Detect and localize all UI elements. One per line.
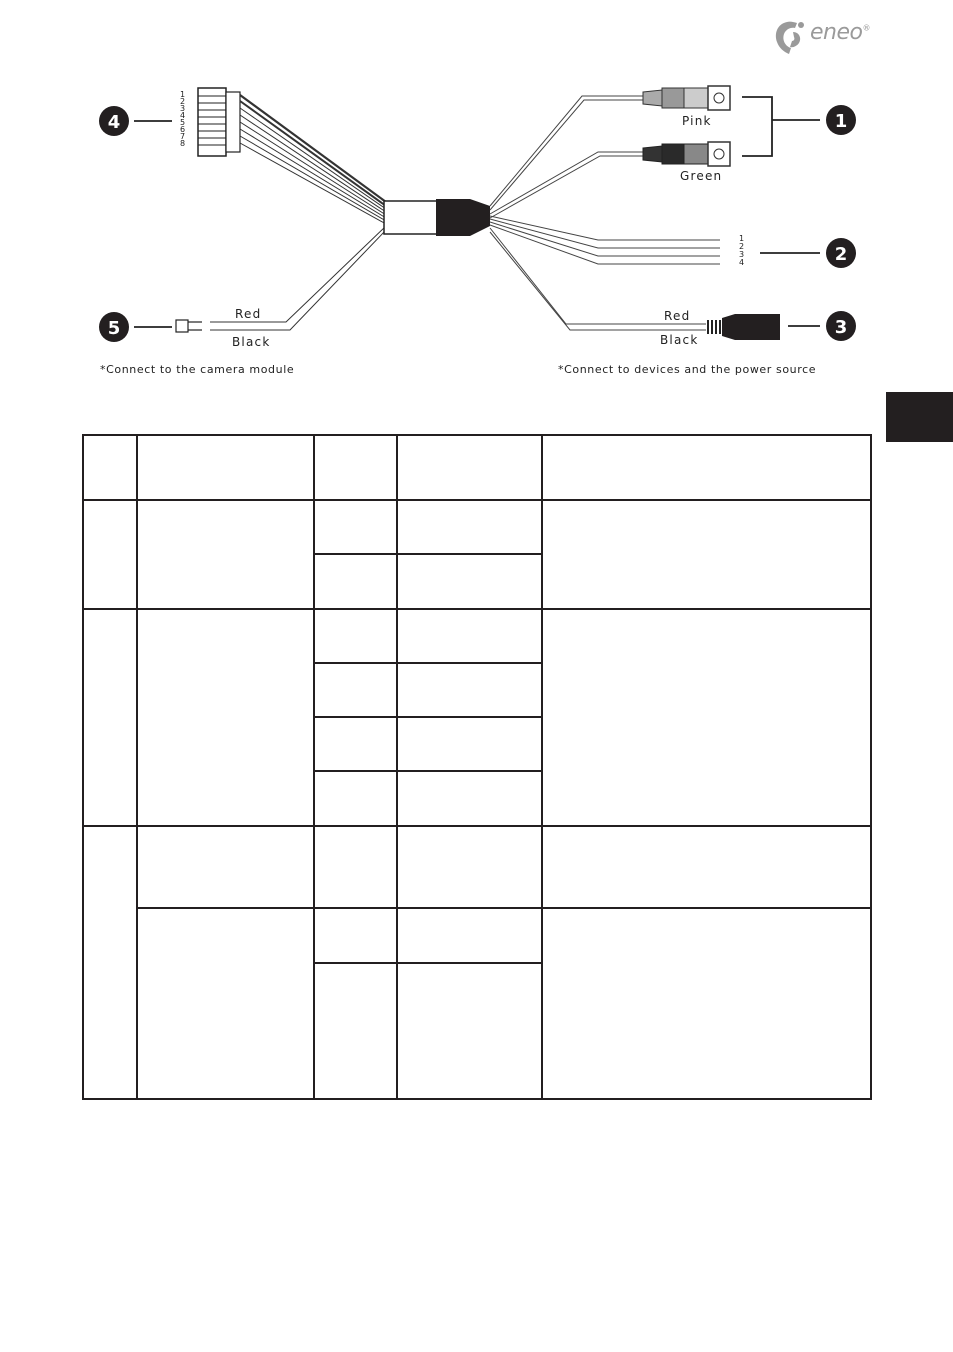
wire-2-pin-labels: [739, 234, 744, 267]
table-header-row: [83, 435, 871, 500]
callout-number: 4: [107, 112, 121, 133]
callout-number: 5: [107, 318, 121, 339]
callout-4: [99, 106, 129, 136]
callout-number: 3: [834, 317, 848, 338]
bnc-bracket: [742, 97, 772, 156]
pin-label: 2: [739, 242, 745, 251]
table-cell: [314, 500, 397, 554]
bnc-connector-green: [643, 142, 730, 166]
table-cell: [137, 826, 314, 908]
table-cell: [83, 609, 137, 827]
pin-label: 7: [180, 132, 186, 141]
pin-label: 3: [180, 104, 186, 113]
table-cell: [397, 717, 542, 771]
table-cell: [542, 826, 871, 908]
table-cell: [397, 500, 542, 554]
callout-3: [826, 311, 856, 341]
section-tab: [886, 392, 953, 442]
table-cell: [542, 908, 871, 1099]
table-cell: [83, 826, 137, 1099]
dc-jack: [708, 314, 780, 340]
pin-label: 8: [180, 139, 186, 148]
callout-number: 2: [834, 244, 848, 265]
pin-label: 1: [180, 90, 186, 99]
brand-logo-text: eneo: [810, 20, 863, 45]
table-cell: [397, 771, 542, 826]
table-cell: [314, 771, 397, 826]
dc-jack-black-label: Black: [660, 333, 699, 347]
wire-bundle-left: [240, 95, 386, 224]
table-row: [83, 500, 871, 554]
note-devices-power: *Connect to devices and the power source: [558, 363, 817, 376]
connector-5-black-label: Black: [232, 335, 271, 349]
table-cell: [542, 609, 871, 827]
table-row: [83, 826, 871, 908]
connector-4-housing: [198, 88, 240, 156]
callout-1: [826, 105, 856, 135]
connector-5: [176, 320, 202, 332]
table-row: [83, 908, 871, 962]
wire-bundle-right: [490, 216, 720, 264]
connector-4-pin-labels: [180, 90, 185, 148]
table-cell: [314, 908, 397, 962]
table-cell: [397, 826, 542, 908]
dc-jack-red-label: Red: [664, 309, 691, 323]
brand-trademark: ®: [862, 23, 870, 33]
cable-diagram: [0, 0, 953, 390]
table-cell: [314, 663, 397, 717]
table-header-cell: [137, 435, 314, 500]
bnc-pink-label: Pink: [682, 114, 712, 128]
callout-2: [826, 238, 856, 268]
table-cell: [83, 500, 137, 608]
pin-label: 5: [180, 118, 186, 127]
callout-5: [99, 312, 129, 342]
callout-number: 1: [834, 111, 848, 132]
table-cell: [397, 663, 542, 717]
table-cell: [314, 826, 397, 908]
table-cell: [137, 609, 314, 827]
table-header-cell: [542, 435, 871, 500]
table-header-cell: [314, 435, 397, 500]
pin-label: 3: [739, 250, 745, 259]
table-cell: [397, 908, 542, 962]
table-cell: [314, 717, 397, 771]
pin-label: 2: [180, 97, 186, 106]
pin-label: 1: [739, 234, 745, 243]
table-cell: [542, 500, 871, 608]
table-cell: [397, 554, 542, 608]
table-header-cell: [397, 435, 542, 500]
table-row: [83, 609, 871, 663]
wire-bnc: [490, 96, 645, 218]
table-header-cell: [83, 435, 137, 500]
pin-label: 4: [739, 258, 745, 267]
pin-label: 6: [180, 125, 186, 134]
table-cell: [314, 609, 397, 663]
pin-label: 4: [180, 111, 186, 120]
connector-5-red-label: Red: [235, 307, 262, 321]
table-cell: [397, 609, 542, 663]
table-cell: [314, 554, 397, 608]
table-cell: [137, 908, 314, 1099]
cable-splitter: [384, 199, 490, 236]
table-cell: [397, 963, 542, 1099]
bnc-connector-pink: [643, 86, 730, 110]
bnc-green-label: Green: [680, 169, 723, 183]
note-camera-module: *Connect to the camera module: [100, 363, 295, 376]
table-cell: [314, 963, 397, 1099]
pin-assignment-table: [82, 434, 872, 1100]
table-cell: [137, 500, 314, 608]
